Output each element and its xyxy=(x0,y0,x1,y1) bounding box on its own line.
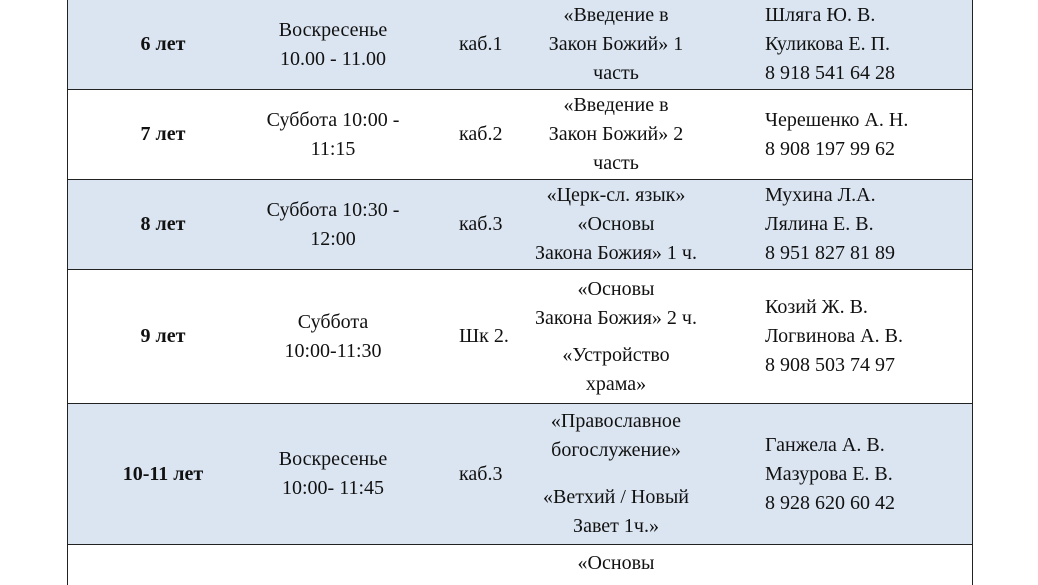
teacher-phone: 8 908 197 99 62 xyxy=(765,137,895,160)
table-row xyxy=(68,90,972,180)
room-cell: каб.3 xyxy=(459,462,503,485)
subject-line: Закон Божий» 1 xyxy=(548,33,684,55)
age-cell: 6 лет xyxy=(140,33,186,55)
subject-line: Закона Божия» 2 ч. xyxy=(535,306,697,329)
time-line: Суббота xyxy=(297,310,369,333)
time-line: Воскресенье xyxy=(278,448,388,470)
subject-line: богослужение» xyxy=(551,439,681,461)
teacher-line: Мазурова Е. В. xyxy=(765,462,893,485)
subject-line: Завет 1ч.» xyxy=(573,515,659,537)
time-cell xyxy=(258,445,408,503)
subject-line: храма» xyxy=(585,372,647,395)
schedule-table xyxy=(67,0,973,585)
time-line: 10:00-11:30 xyxy=(284,339,382,362)
subject-cell xyxy=(513,407,713,541)
subject-line: «Ветхий / Новый xyxy=(543,486,689,508)
time-line: 12:00 xyxy=(310,227,356,250)
age-cell: 7 лет xyxy=(140,123,186,145)
time-cell xyxy=(258,16,408,74)
teacher-phone: 8 951 827 81 89 xyxy=(765,242,895,264)
subject-cell xyxy=(513,91,713,178)
time-cell xyxy=(258,308,408,366)
subject-cell xyxy=(513,181,713,268)
room-cell: каб.3 xyxy=(459,213,503,235)
teacher-line: Черешенко А. Н. xyxy=(765,108,909,131)
subject-cell xyxy=(513,545,713,578)
teacher-line: Логвинова А. В. xyxy=(765,325,903,347)
table-row xyxy=(68,270,972,404)
subject-line: часть xyxy=(593,62,639,84)
time-line: Суббота 10:00 - xyxy=(266,108,400,131)
teacher-line: Шляга Ю. В. xyxy=(765,4,876,26)
subject-line: Закона Божия» 1 ч. xyxy=(535,242,697,264)
teacher-cell xyxy=(713,181,963,268)
teacher-phone: 8 928 620 60 42 xyxy=(765,491,895,514)
teacher-line: Козий Ж. В. xyxy=(765,296,868,318)
subject-line: Закон Божий» 2 xyxy=(548,123,684,145)
subject-line: часть xyxy=(593,152,639,174)
subject-line: «Введение в xyxy=(563,94,669,116)
table-row xyxy=(68,180,972,270)
time-line: Суббота 10:30 - xyxy=(266,198,400,221)
subject-line: «Православное xyxy=(550,410,682,432)
room-cell: каб.1 xyxy=(459,33,503,55)
table-row xyxy=(68,0,972,90)
teacher-cell xyxy=(713,431,963,518)
age-cell: 10-11 лет xyxy=(122,462,204,485)
time-line: 10:00- 11:45 xyxy=(281,477,385,499)
subject-cell xyxy=(513,275,713,399)
teacher-cell xyxy=(713,293,963,380)
subject-line: «Основы xyxy=(577,213,655,235)
teacher-line: Куликова Е. П. xyxy=(765,33,891,55)
teacher-cell xyxy=(713,1,963,88)
age-cell: 9 лет xyxy=(140,325,186,347)
teacher-cell xyxy=(713,106,963,164)
age-cell: 8 лет xyxy=(140,213,186,235)
room-cell: каб.2 xyxy=(459,123,503,145)
time-line: 10.00 - 11.00 xyxy=(280,47,386,70)
time-cell xyxy=(258,196,408,254)
subject-line: «Основы xyxy=(577,277,655,300)
subject-line: «Устройство xyxy=(562,343,670,366)
time-cell xyxy=(258,106,408,164)
table-row xyxy=(68,545,972,585)
teacher-line: Лялина Е. В. xyxy=(765,213,874,235)
teacher-phone: 8 918 541 64 28 xyxy=(765,62,895,84)
subject-line: «Введение в xyxy=(563,4,669,26)
table-row xyxy=(68,404,972,545)
time-line: 11:15 xyxy=(310,137,356,160)
subject-cell xyxy=(513,1,713,88)
time-line: Воскресенье xyxy=(278,18,388,41)
subject-line: «Основы xyxy=(577,552,655,574)
teacher-line: Ганжела А. В. xyxy=(765,433,885,456)
teacher-line: Мухина Л.А. xyxy=(765,184,876,206)
teacher-phone: 8 908 503 74 97 xyxy=(765,354,895,376)
subject-line: «Церк-сл. язык» xyxy=(546,184,686,206)
room-cell: Шк 2. xyxy=(459,325,509,347)
